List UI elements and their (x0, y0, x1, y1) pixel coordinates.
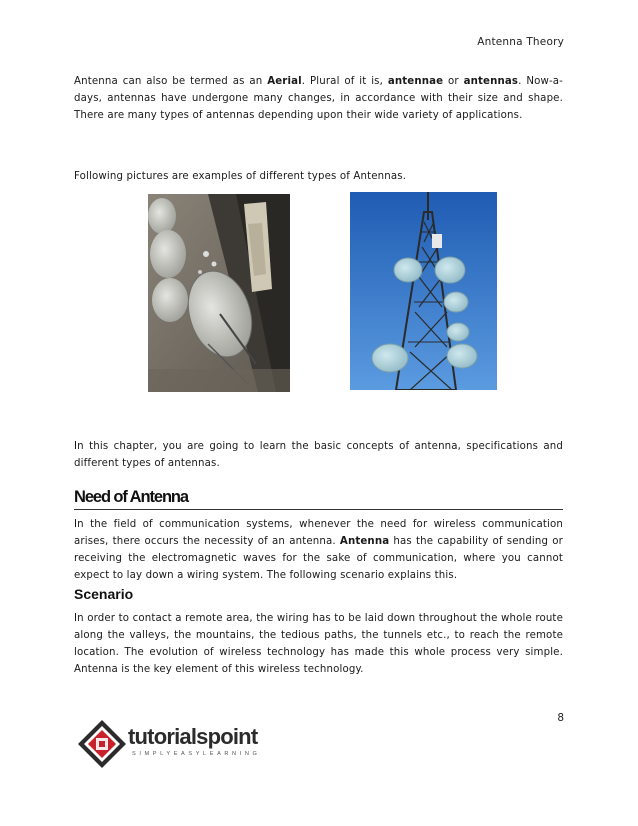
tower-antennas-photo (350, 192, 497, 390)
logo-tagline: SIMPLYEASYLEARNING (132, 751, 261, 757)
intro-text: . Plural of it is, (301, 76, 388, 87)
logo-text: tutorialspoint (128, 724, 258, 749)
intro-text: . Now-a-days, antennas have undergone many changes, in accordance with their size and shape. There are many types of antennas depending upon their wide variety of applications. (74, 76, 563, 121)
section-heading-need: Need of Antenna (74, 488, 563, 510)
scenario-paragraph: In order to contact a remote area, the wiring has to be laid down throughout the whole route along the valleys, the mountains, the tedious paths, the tunnels etc., to reach the remote location. The evolution of wireless technology has made this whole process very simple. Antenna is the key element of this wireless technology. (74, 613, 563, 675)
tutorialspoint-logo (76, 718, 276, 770)
term-aerial: Aerial (267, 76, 302, 87)
intro-text: Antenna can also be termed as an (74, 76, 268, 87)
running-header: Antenna Theory (477, 36, 564, 48)
term-antennae: antennae (387, 76, 444, 87)
logo-mark-icon (76, 718, 128, 770)
need-text: In the field of communication systems, whenever the need for wireless communication arises, there occurs the necessity of an antenna. (74, 519, 563, 547)
term-antenna: Antenna (339, 536, 390, 547)
chapter-intro: In this chapter, you are going to learn the basic concepts of antenna, specifications and different types of antennas. (74, 441, 563, 469)
need-paragraph (74, 516, 563, 584)
intro-text: or (443, 76, 464, 87)
need-text: has the capability of sending or receiving the electromagnetic waves for the sake of communication, where you cannot expect to lay down a wiring system. The following scenario explains this. (74, 536, 563, 581)
section-heading-scenario: Scenario (74, 586, 134, 602)
dish-antennas-photo (148, 194, 290, 392)
term-antennas: antennas (463, 76, 519, 87)
pictures-intro: Following pictures are examples of different types of Antennas. (74, 171, 407, 182)
page-number: 8 (557, 712, 564, 724)
intro-paragraph (74, 73, 563, 124)
